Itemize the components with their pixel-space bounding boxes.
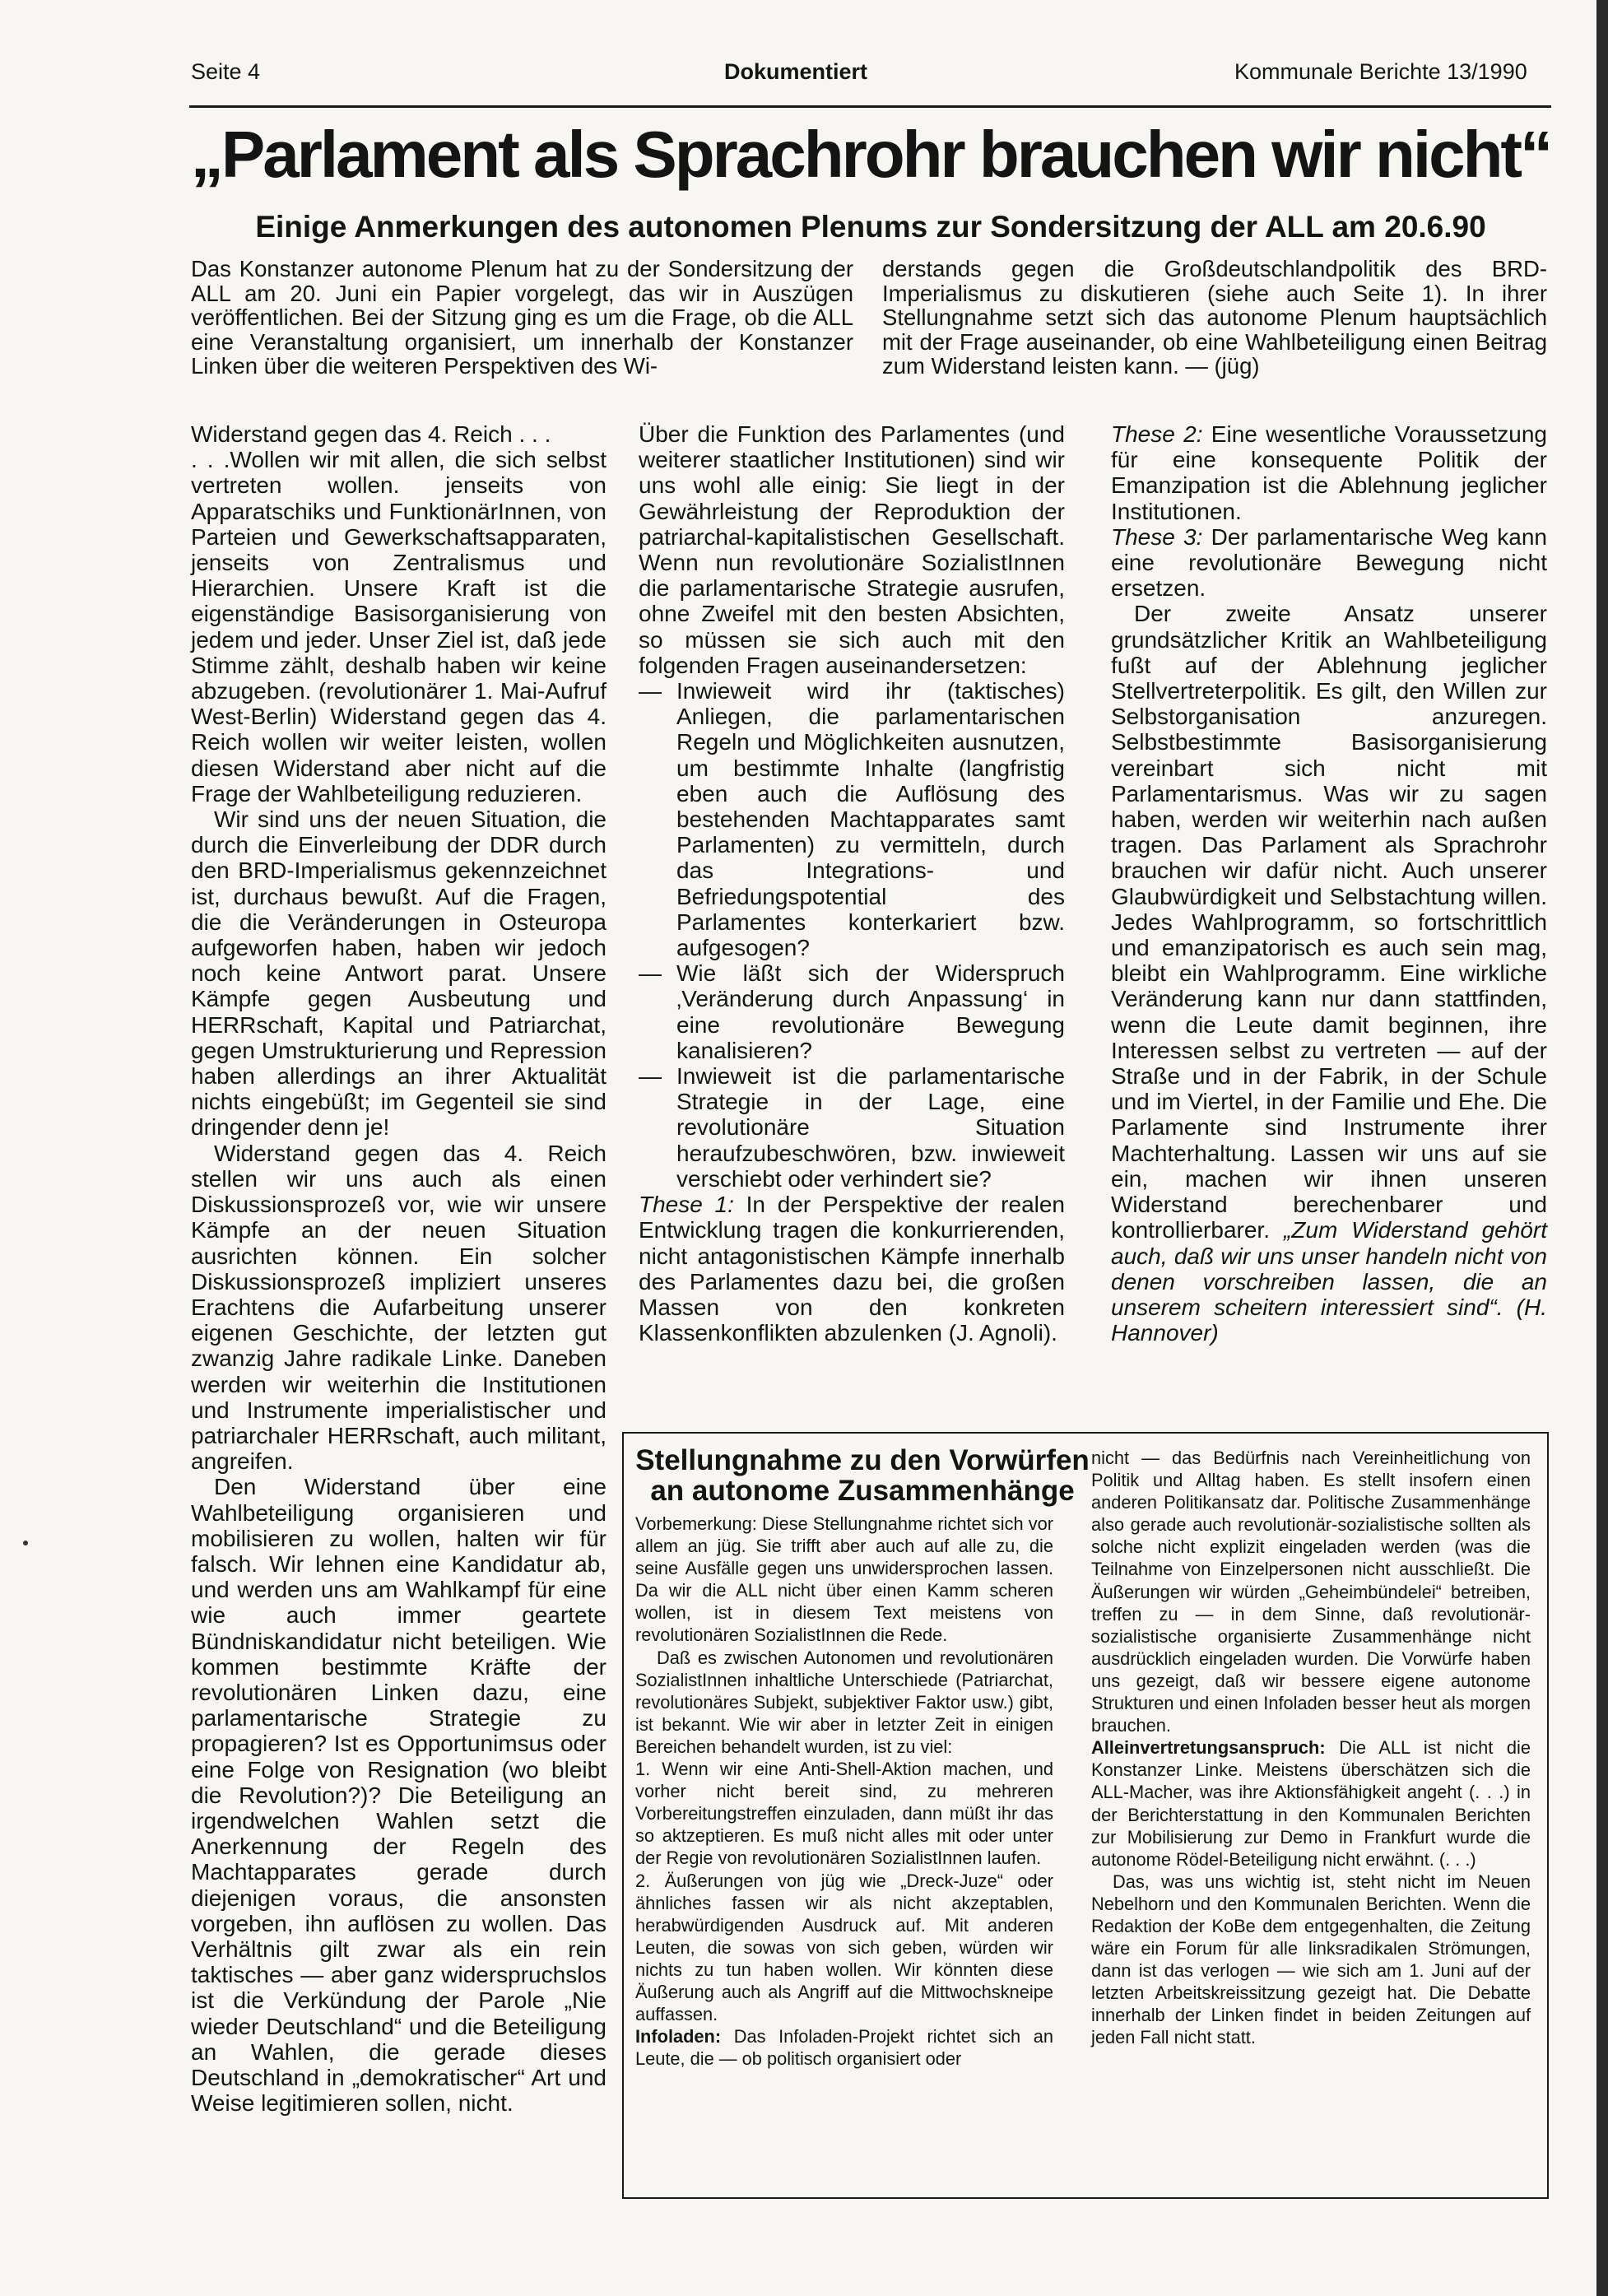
paragraph: Widerstand gegen das 4. Reich . . . [191,421,551,447]
paragraph: Wir sind uns der neuen Situation, die durch die Einverleibung der DDR durch den BRD-Imperialismus gekennzeichnet ist, durchaus bewußt. Auf die Fragen, die die Veränderungen in Osteuropa aufgeworfen haben, haben wir jedoch noch keine Antwort parat. Unsere Kämpfe gegen Ausbeutung und HERRschaft, Kapital und Patriarchat, gegen Umstrukturierung und Repression haben allerdings an ihrer Aktualität nichts eingebüßt; im Gegenteil sie sind dringender denn je! [191,806,606,1141]
scan-edge [1596,0,1608,2296]
paragraph: . . .Wollen wir mit allen, die sich selbst vertreten wollen. jenseits von Apparatschiks und FunktionärInnen, von Parteien und Gewerkschaftsapparaten, jenseits von Zentralismus und Hierarchien. Unsere Kraft ist die eigenständige Basisorganisierung von jedem und jeder. Unser Ziel ist, daß jede Stimme zählt, deshalb haben wir keine abzugeben. (revolutionärer 1. Mai-Aufruf West-Berlin) Widerstand gegen das 4. Reich wollen wir weiter leisten, wollen diesen Widerstand aber nicht auf die Frage der Wahlbeteiligung reduzieren. [191,447,606,806]
publication-issue: Kommunale Berichte 13/1990 [1234,59,1527,84]
paragraph: Den Widerstand über eine Wahlbeteiligung organisieren und mobilisieren zu wollen, halten wir für falsch. Wir lehnen eine Kandidatur ab, und werden uns am Wahlkampf für eine wie auch immer geartete Bündniskandidatur nicht beteiligen. Wie kommen bestimmte Kräfte der revolutionären Linken dazu, eine parlamentarische Strategie zu propagieren? Ist es Opportunimsus oder eine Folge von Resignation (wo bleibt die Revolution?)? Die Beteiligung an irgendwelchen Wahlen setzt die Anerkennung der Regeln des Machtapparates gerade durch diejenigen voraus, die ansonsten vorgeben, ihn auflösen zu wollen. Das Verhältnis gilt zwar als ein rein taktisches — aber ganz widerspruchslos ist die Verkündung der Parole „Nie wieder Deutschland“ und die Beteiligung an Wahlen, die gerade dieses Deutschland in „demokratischer“ Art und Weise legitimieren sollen, nicht. [191,1474,606,2117]
box-paragraph: Vorbemerkung: Diese Stellungnahme richtet sich vor allem an jüg. Sie trifft aber auch auf alle zu, die seine Ausfälle gegen uns unwidersprochen lassen. Da wir die ALL nicht über einen Kamm scheren wollen, ist in diesem Text meistens von revolutionären SozialistInnen die Rede. [635,1513,1053,1646]
box-paragraph [1091,1736,1531,1871]
paragraph: Über die Funktion des Parlamentes (und weiterer staatlicher Institutionen) sind wir uns wohl alle einig: Sie liegt in der Gewährleistung der Reproduktion der patriarchal-kapitalistischen Gesellschaft. Wenn nun revolutionäre SozialistInnen die parlamentarische Strategie ausrufen, ohne Zweifel mit den besten Absichten, so müssen sie sich auch mit den folgenden Fragen auseinandersetzen: [639,421,1065,678]
paragraph-text: Der zweite Ansatz unserer grundsätzlicher Kritik an Wahlbeteiligung fußt auf der Ablehnung jeglicher Stellvertreterpolitik. Es gilt, den Willen zur Selbstorganisation anzuregen. Selbstbestimmte Basisorganisierung vereinbart sich nicht mit Parlamentarismus. Was wir zu sagen haben, werden wir weiterhin nach außen tragen. Das Parlament als Sprachrohr brauchen wir dafür nicht. Auch unserer Glaubwürdigkeit und Selbstachtung willen. Jedes Wahlprogramm, so fortschrittlich und emanzipatorisch es auch sein mag, bleibt ein Wahlprogramm. Eine wirkliche Veränderung kann nur dann stattfinden, wenn die Leute damit beginnen, ihre Interessen selbst zu vertreten — auf der Straße und in der Fabrik, in der Schule und im Viertel, in der Familie und Ehe. Die Parlamente sind Instrumente ihrer Machterhaltung. Lassen wir uns auf sie ein, machen wir ihnen unseren Widerstand berechenbarer und kontrollierbarer. [1111,601,1547,1243]
thesis-label: These 1: [639,1192,734,1218]
question-item [639,678,1065,960]
thesis-3 [1111,524,1547,602]
article-column-3 [1111,421,1547,1346]
header-rule [189,105,1551,108]
paragraph [1111,601,1547,1346]
headline: „Parlament als Sprachrohr brauchen wir nicht“ [190,118,1551,191]
question-item [639,960,1065,1063]
box-paragraph: Daß es zwischen Autonomen und revolutionären SozialistInnen inhaltliche Unterschiede (Patriarchat, revolutionäres Subjekt, subjektiver Faktor usw.) gibt, ist bekannt. Wie wir aber in letzter Zeit in einigen Bereichen behandelt wurden, ist zu viel: [635,1647,1053,1757]
dash-marker: — [639,678,662,704]
box-paragraph: nicht — das Bedürfnis nach Vereinheitlichung von Politik und Alltag haben. Es stellt insofern einen anderen Politikansatz dar. Politische Zusammenhänge also gerade auch revolutionär-sozialistische sollten als solche nicht explizit eingeladen werden (was die Teilnahme von Einzelpersonen nicht ausschließt. Die Äußerungen wir würden „Geheimbündelei“ betreiben, treffen zu — in dem Sinne, daß revolutionär-sozialistische organisierte Zusammenhänge nicht ausdrücklich eingeladen wurden. Die Vorwürfe haben uns gezeigt, daß wir bessere eigene autonome Strukturen und einen Infoladen besser heut als morgen brauchen. [1091,1448,1531,1736]
thesis-text: Der parlamentarische Weg kann eine revolutionäre Bewegung nicht ersetzen. [1111,523,1547,602]
thesis-text: Eine wesentliche Voraussetzung für eine konsequente Politik der Emanzipation ist die Ablehnung jeglicher Institutionen. [1111,421,1547,524]
thesis-text: In der Perspektive der realen Entwicklung tragen die konkurrierenden, nicht antagonistischen Kämpfe innerhalb des Parlamentes dazu bei, die großen Massen von den konkreten Klassenkonflikten abzulenken (J. Agnoli). [639,1192,1066,1346]
question-text: Wie läßt sich der Widerspruch ‚Veränderung durch Anpassung‘ in eine revolutionäre Bewegung kanalisieren? [676,960,1065,1063]
question-text: Inwieweit wird ihr (taktisches) Anliegen, die parlamentarischen Regeln und Möglichkeiten ausnutzen, um bestimmte Inhalte (langfristig eben auch die Auflösung des bestehenden Machtapparates samt Parlamenten) zu vermitteln, durch das Integrations- und Befriedungspotential des Parlamentes konterkariert bzw. aufgesogen? [676,678,1065,961]
page-number: Seite 4 [191,59,261,84]
box-paragraph: 2. Äußerungen von jüg wie „Dreck-Juze“ oder ähnliches fassen wir als nicht akzeptablen, herabwürdigenden Ausdruck auf. Mit anderen Leuten, die sowas von sich geben, würden wir nichts zu tun haben wollen. Wir könnten diese Äußerung auch als Angriff auf die Mittwochskneipe auffassen. [635,1870,1053,2025]
box-column-2 [1091,1447,1531,2049]
thesis-label: These 3: [1111,523,1203,550]
paragraph-text: Die ALL ist nicht die Konstanzer Linke. Meistens überschätzen sich die ALL-Macher, was ihre Aktionsfähigkeit angeht (. . .) in der Berichterstattung in den Kommunalen Berichten zur Mobilisierung zur Demo in Frankfurt wurde die autonome Rödel-Beteiligung nicht erwähnt. (. . .) [1091,1737,1531,1870]
lead-text-left: Das Konstanzer autonome Plenum hat zu der Sondersitzung der ALL am 20. Juni ein Papier vorgelegt, das wir in Auszügen veröffentlichen. Bei der Sitzung ging es um die Frage, ob die ALL eine Veranstaltung organisiert, um innerhalb der Konstanzer Linken über die weiteren Perspektiven des Wi- [191,256,853,379]
lead-left [191,257,853,379]
margin-dot [23,1541,28,1545]
box-title: Stellungnahme zu den Vorwürfen an autonome Zusammenhänge [635,1444,1090,1507]
lead-right [882,257,1547,379]
subheadline: Einige Anmerkungen des autonomen Plenums zur Sondersitzung der ALL am 20.6.90 [255,210,1486,244]
box-column-1 [635,1513,1053,2070]
question-text: Inwieweit ist die parlamentarische Strategie in der Lage, eine revolutionäre Situation heraufzubeschwören, bzw. inwieweit verschiebt oder verhindert sie? [676,1063,1065,1192]
paragraph-text: Das Infoladen-Projekt richtet sich an Leute, die — ob politisch organisiert oder [635,2026,1053,2070]
thesis-2 [1111,421,1547,524]
question-item [639,1063,1065,1192]
paragraph-label: Alleinvertretungsanspruch: [1091,1737,1326,1759]
box-paragraph: 1. Wenn wir eine Anti-Shell-Aktion machen, und vorher nicht bereit sind, zu mehreren Vorbereitungstreffen einzuladen, dann müßt ihr das so aktzeptieren. Es muß nicht alles mit oder unter der Regie von revolutionären SozialistInnen laufen. [635,1759,1053,1869]
article-column-2 [639,421,1065,1346]
thesis-label: These 2: [1111,421,1203,447]
section-label: Dokumentiert [724,59,868,84]
box-paragraph [635,2025,1053,2070]
thesis-1 [639,1192,1065,1346]
article-column-1 [191,421,606,2116]
paragraph: Widerstand gegen das 4. Reich stellen wir uns auch als einen Diskussionsprozeß vor, wie wir unsere Kämpfe an der neuen Situation ausrichten können. Ein solcher Diskussionsprozeß impliziert unseres Erachtens die Aufarbeitung unserer eigenen Geschichte, der letzten gut zwanzig Jahre radikale Linke. Daneben werden wir weiterhin die Institutionen und Instrumente imperialistischer und patriarchaler HERRschaft, auch militant, angreifen. [191,1140,606,1475]
lead-text-right: derstands gegen die Großdeutschlandpolitik des BRD-Imperialismus zu diskutieren (siehe auch Seite 1). In ihrer Stellungnahme setzt sich das autonome Plenum hauptsächlich mit der Frage auseinander, ob eine Wahlbeteiligung einen Beitrag zum Widerstand leisten kann. — (jüg) [882,256,1547,379]
paragraph-label: Infoladen: [635,2026,722,2047]
closing-quote: „Zum Widerstand gehört auch, daß wir uns unser handeln nicht von denen vorschreiben lassen, die an unserem scheitern interessiert sind“. (H. Hannover) [1111,1217,1547,1346]
box-paragraph: Das, was uns wichtig ist, steht nicht im Neuen Nebelhorn und den Kommunalen Berichten. Wenn die Redaktion der KoBe dem entgegenhalten, die Zeitung wäre ein Forum für alle linksradikalen Strömungen, dann ist das verlogen — wie sich am 1. Juni auf der letzten Arbeitskreissitzung gezeigt hat. Die Debatte innerhalb der Linken findet in beiden Zeitungen auf jeden Fall nicht statt. [1091,1871,1531,2048]
dash-marker: — [639,960,662,987]
dash-marker: — [639,1063,662,1090]
